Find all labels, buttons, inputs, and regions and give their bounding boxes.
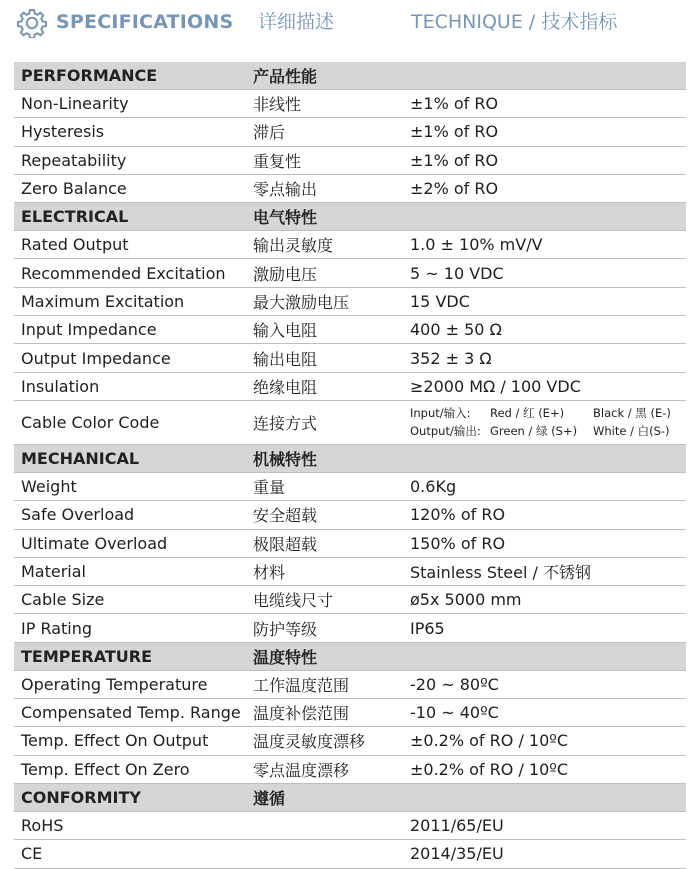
cable-input-line (410, 405, 686, 423)
param-cn: 防护等级 (253, 619, 318, 639)
param-value: 5 ~ 10 VDC (410, 263, 504, 283)
param-en: Temp. Effect On Zero (21, 759, 190, 779)
table-row (14, 501, 686, 529)
param-value: Stainless Steel / 不锈钢 (410, 563, 591, 582)
table-row (14, 175, 686, 203)
section-name-cn: 机械特性 (253, 449, 318, 469)
param-en: Repeatability (21, 150, 127, 170)
param-cn: 温度补偿范围 (253, 704, 350, 724)
section-name-en: TEMPERATURE (21, 646, 153, 666)
table-row (14, 614, 686, 642)
header-title-en: SPECIFICATIONS (56, 11, 234, 33)
param-en: IP Rating (21, 618, 93, 638)
section-row-temperature (14, 643, 686, 671)
cable-output-label: Output/输出: (410, 423, 481, 438)
header-title-cn: 详细描述 (258, 11, 335, 33)
param-cn: 温度灵敏度漂移 (253, 732, 366, 752)
table-row (14, 586, 686, 614)
param-en: Weight (21, 477, 77, 497)
param-value: 120% of RO (410, 505, 506, 525)
section-name-en: PERFORMANCE (21, 66, 158, 85)
param-en: Hysteresis (21, 122, 105, 142)
param-cn: 工作温度范围 (253, 675, 350, 695)
cable-color-codes (410, 405, 686, 441)
table-row (14, 118, 686, 146)
header-title-technique: TECHNIQUE / 技术指标 (411, 11, 618, 33)
param-value: 1.0 ± 10% mV/V (410, 235, 543, 255)
table-row (14, 147, 686, 175)
spec-table (14, 62, 686, 869)
table-row (14, 288, 686, 316)
table-row (14, 530, 686, 558)
table-row (14, 812, 686, 840)
table-row (14, 473, 686, 501)
table-row (14, 699, 686, 727)
table-row (14, 344, 686, 372)
param-en: CE (21, 844, 43, 864)
section-name-cn: 遵循 (253, 788, 286, 808)
param-value: -10 ~ 40ºC (410, 703, 499, 723)
param-cn: 最大激励电压 (253, 292, 350, 312)
gear-icon (17, 8, 47, 38)
cable-output-negative: White / 白(S-) (593, 423, 670, 438)
param-cn: 电缆线尺寸 (253, 591, 334, 611)
cable-output-positive: Green / 绿 (S+) (490, 423, 578, 438)
table-row (14, 727, 686, 755)
param-value: IP65 (410, 618, 445, 638)
param-cn: 重量 (253, 478, 286, 498)
param-value: ±1% of RO (410, 94, 499, 114)
param-cn: 激励电压 (253, 264, 318, 284)
param-en: Material (21, 562, 86, 581)
param-en: RoHS (21, 816, 64, 836)
param-en: Cable Size (21, 590, 105, 610)
param-en: Temp. Effect On Output (21, 731, 209, 751)
param-cn: 材料 (253, 563, 286, 582)
param-en: Cable Color Code (21, 412, 160, 432)
table-row (14, 373, 686, 401)
table-row (14, 671, 686, 699)
param-en: Operating Temperature (21, 674, 208, 694)
param-en: Ultimate Overload (21, 533, 168, 553)
param-value: ±0.2% of RO / 10ºC (410, 759, 568, 779)
section-name-en: CONFORMITY (21, 787, 141, 807)
section-name-cn: 温度特性 (253, 647, 318, 667)
param-value: ≥2000 MΩ / 100 VDC (410, 376, 581, 396)
param-value: ±1% of RO (410, 150, 499, 170)
cable-input-negative: Black / 黑 (E-) (593, 405, 671, 420)
param-cn: 安全超载 (253, 506, 318, 526)
table-row (14, 756, 686, 784)
param-cn: 输入电阻 (253, 321, 318, 341)
section-row-electrical (14, 203, 686, 231)
param-value: 0.6Kg (410, 477, 457, 497)
param-value: -20 ~ 80ºC (410, 674, 499, 694)
param-value: ±2% of RO (410, 179, 499, 199)
param-cn: 零点输出 (253, 180, 318, 200)
param-en: Compensated Temp. Range (21, 703, 241, 723)
section-row-performance (14, 62, 686, 90)
param-en: Rated Output (21, 235, 129, 255)
param-cn: 极限超载 (253, 534, 318, 554)
param-value: 2011/65/EU (410, 816, 504, 836)
spec-header (0, 0, 698, 46)
section-name-cn: 电气特性 (253, 208, 318, 228)
section-row-mechanical (14, 445, 686, 473)
param-value: 400 ± 50 Ω (410, 320, 502, 340)
cable-output-line (410, 423, 686, 441)
param-en: Input Impedance (21, 320, 157, 340)
param-value: 352 ± 3 Ω (410, 348, 492, 368)
param-en: Non-Linearity (21, 94, 129, 114)
table-row (14, 259, 686, 287)
param-en: Zero Balance (21, 179, 127, 199)
table-row (14, 558, 686, 586)
param-en: Recommended Excitation (21, 263, 226, 283)
cable-color-row (14, 401, 686, 445)
param-cn: 重复性 (253, 151, 302, 171)
param-cn: 滞后 (253, 123, 286, 143)
param-cn: 非线性 (253, 95, 302, 115)
table-row (14, 90, 686, 118)
table-row (14, 316, 686, 344)
table-row (14, 231, 686, 259)
param-cn: 零点温度漂移 (253, 760, 350, 780)
param-cn: 连接方式 (253, 413, 318, 433)
param-en: Output Impedance (21, 348, 171, 368)
param-value: 15 VDC (410, 291, 470, 311)
cable-input-positive: Red / 红 (E+) (490, 405, 565, 420)
param-value: ±0.2% of RO / 10ºC (410, 731, 568, 751)
table-row (14, 840, 686, 868)
section-name-en: ELECTRICAL (21, 207, 129, 227)
cable-input-label: Input/输入: (410, 405, 471, 420)
param-value: ø5x 5000 mm (410, 590, 522, 610)
param-en: Insulation (21, 376, 100, 396)
param-cn: 输出电阻 (253, 349, 318, 369)
section-name-cn: 产品性能 (253, 67, 318, 86)
param-value: 150% of RO (410, 533, 506, 553)
param-cn: 输出灵敏度 (253, 236, 334, 256)
param-value: ±1% of RO (410, 122, 499, 142)
section-row-conformity (14, 784, 686, 812)
param-en: Safe Overload (21, 505, 135, 525)
param-value: 2014/35/EU (410, 844, 504, 864)
param-en: Maximum Excitation (21, 291, 185, 311)
section-name-en: MECHANICAL (21, 448, 140, 468)
param-cn: 绝缘电阻 (253, 377, 318, 397)
